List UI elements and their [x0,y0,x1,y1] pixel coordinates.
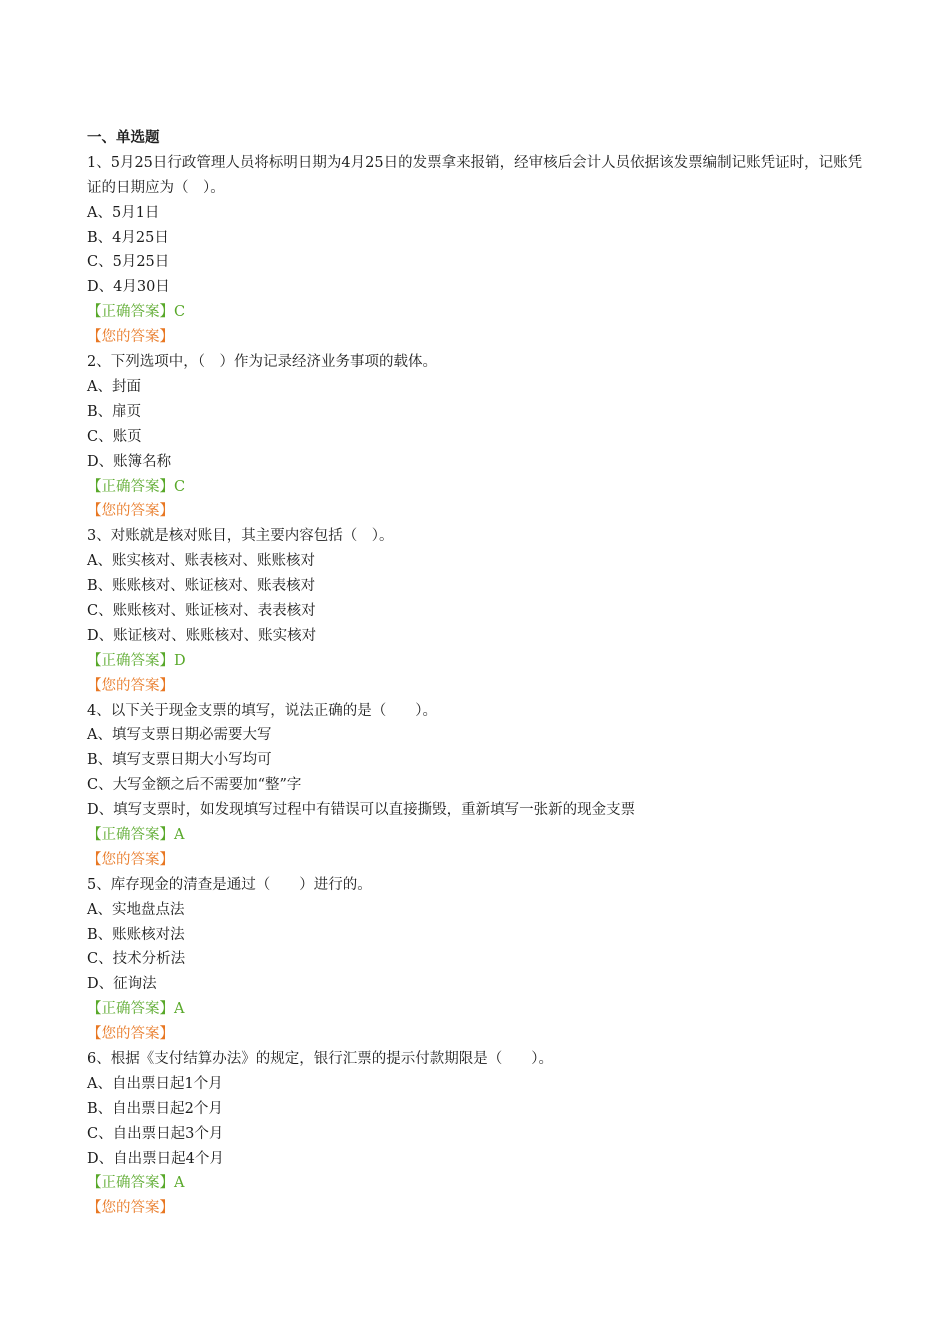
option-d: D、账簿名称 [87,453,172,470]
question-5 [87,873,867,1047]
question-2 [87,350,867,524]
question-stem: 4、以下关于现金支票的填写，说法正确的是（ ）。 [87,702,437,719]
correct-answer-value: A [174,1175,185,1192]
correct-answer-label: 【正确答案】 [87,478,174,495]
question-4 [87,699,867,873]
your-answer [87,848,867,873]
your-answer [87,499,867,524]
option-a: A、自出票日起1个月 [87,1075,223,1092]
correct-answer-value: C [174,478,186,495]
option-c: C、技术分析法 [87,951,186,968]
correct-answer [87,823,867,848]
correct-answer [87,649,867,674]
option-d: D、自出票日起4个月 [87,1150,224,1167]
correct-answer-value: A [174,826,185,843]
correct-answer-value: D [174,652,186,669]
question-stem: 1、5月25日行政管理人员将标明日期为4月25日的发票拿来报销，经审核后会计人员依据该发票编制记账凭证时，记账凭证的日期应为（ ）。 [87,154,863,196]
option-d: D、账证核对、账账核对、账实核对 [87,627,317,644]
correct-answer [87,300,867,325]
your-answer-label: 【您的答案】 [87,329,174,346]
correct-answer [87,997,867,1022]
question-1 [87,151,867,350]
option-a: A、填写支票日期必需要大写 [87,727,272,744]
correct-answer-label: 【正确答案】 [87,652,174,669]
option-b: B、账账核对法 [87,926,185,943]
correct-answer [87,1171,867,1196]
question-stem: 5、库存现金的清查是通过（ ）进行的。 [87,876,372,893]
option-d: D、4月30日 [87,279,170,296]
your-answer [87,1022,867,1047]
option-c: C、自出票日起3个月 [87,1125,224,1142]
correct-answer-label: 【正确答案】 [87,1001,174,1018]
option-a: A、5月1日 [87,204,160,221]
your-answer-label: 【您的答案】 [87,1200,174,1217]
correct-answer-value: A [174,1001,185,1018]
correct-answer-value: C [174,304,186,321]
correct-answer [87,475,867,500]
section-title: 一、单选题 [87,130,160,146]
your-answer [87,674,867,699]
question-6 [87,1047,867,1221]
question-stem: 2、下列选项中，（ ）作为记录经济业务事项的载体。 [87,354,437,371]
question-stem: 6、根据《支付结算办法》的规定，银行汇票的提示付款期限是（ ）。 [87,1050,553,1067]
option-b: B、填写支票日期大小写均可 [87,752,272,769]
option-b: B、扉页 [87,403,142,420]
question-3 [87,524,867,698]
option-c: C、账账核对、账证核对、表表核对 [87,602,316,619]
option-d: D、填写支票时，如发现填写过程中有错误可以直接撕毁，重新填写一张新的现金支票 [87,802,636,819]
correct-answer-label: 【正确答案】 [87,304,174,321]
option-a: A、封面 [87,378,141,395]
your-answer-label: 【您的答案】 [87,677,174,694]
your-answer [87,1196,867,1221]
option-b: B、4月25日 [87,229,169,246]
option-d: D、征询法 [87,976,157,993]
option-a: A、账实核对、账表核对、账账核对 [87,553,315,570]
correct-answer-label: 【正确答案】 [87,1175,174,1192]
question-stem: 3、对账就是核对账目，其主要内容包括（ ）。 [87,528,394,545]
option-c: C、5月25日 [87,254,170,271]
correct-answer-label: 【正确答案】 [87,826,174,843]
option-c: C、账页 [87,428,142,445]
your-answer-label: 【您的答案】 [87,1026,174,1043]
option-a: A、实地盘点法 [87,901,185,918]
option-c: C、大写金额之后不需要加“整”字 [87,777,302,794]
your-answer-label: 【您的答案】 [87,851,174,868]
your-answer [87,325,867,350]
option-b: B、账账核对、账证核对、账表核对 [87,578,316,595]
document-page [87,126,867,1221]
your-answer-label: 【您的答案】 [87,503,174,520]
option-b: B、自出票日起2个月 [87,1100,223,1117]
